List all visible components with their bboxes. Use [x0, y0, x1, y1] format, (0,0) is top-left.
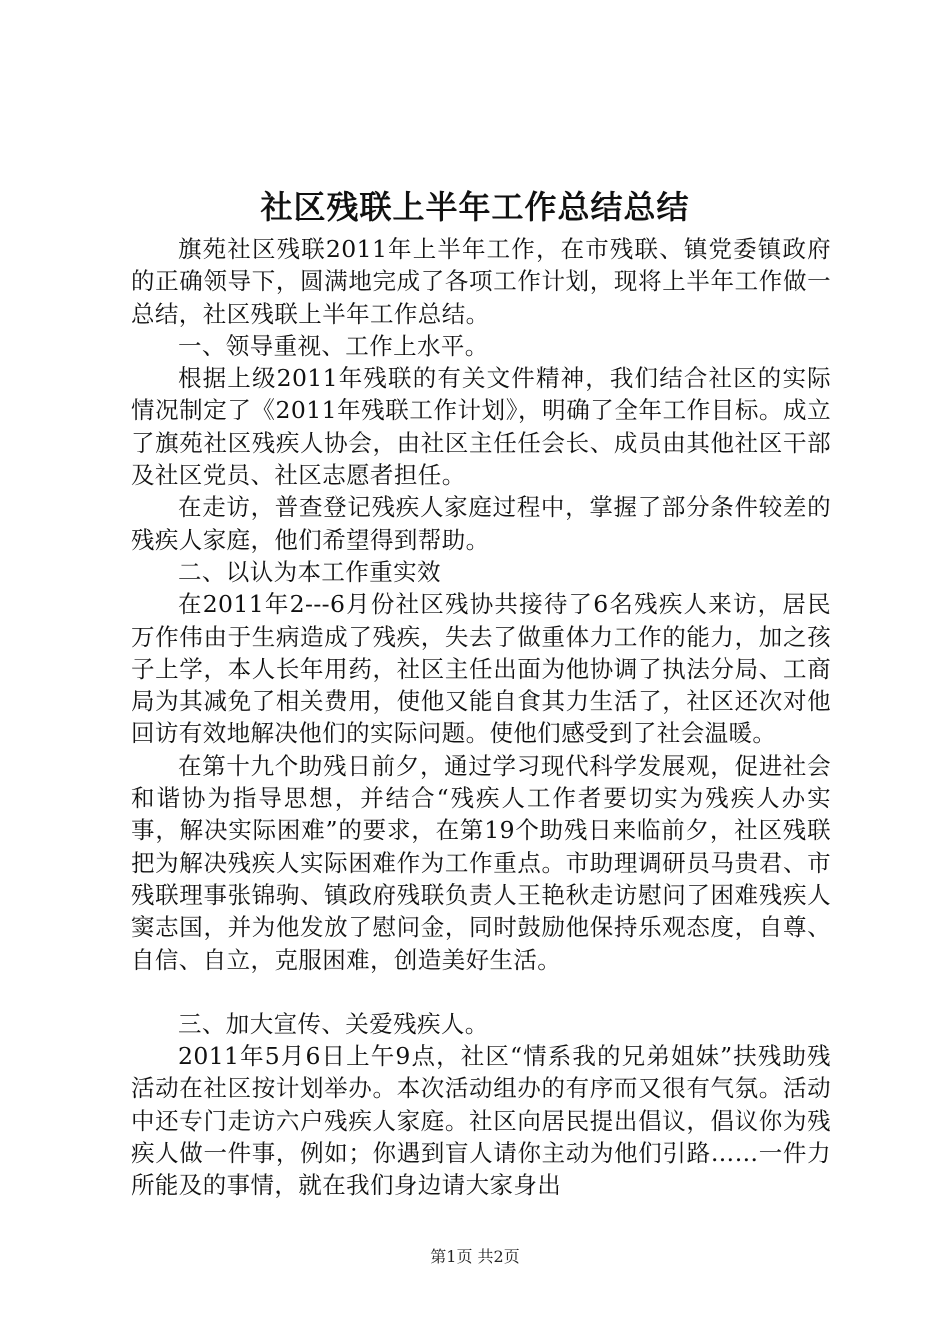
- document-title: 社区残联上半年工作总结总结: [260, 188, 690, 226]
- paragraph-intro: 旗苑社区残联2011年上半年工作，在市残联、镇党委镇政府的正确领导下，圆满地完成了各项工作计划，现将上半年工作做一总结，社区残联上半年工作总结。: [131, 235, 831, 328]
- paragraph-visit: 在走访，普查登记残疾人家庭过程中，掌握了部分条件较差的残疾人家庭，他们希望得到帮助。: [131, 493, 831, 554]
- paragraph-disability-day: 在第十九个助残日前夕，通过学习现代科学发展观，促进社会和谐协为指导思想，并结合“残疾人工作者要切实为残疾人办实事，解决实际困难”的要求，在第19个助残日来临前夕，社区残联把为解决残疾人实际困难作为工作重点。市助理调研员马贵君、市残联理事张锦驹、镇政府残联负责人王艳秋走访慰问了困难残疾人窦志国，并为他发放了慰问金，同时鼓励他保持乐观态度，自尊、自信、自立，克服困难，创造美好生活。: [131, 751, 831, 974]
- paragraph-section-3: 2011年5月6日上午9点，社区“情系我的兄弟姐妹”扶残助残活动在社区按计划举办。本次活动组办的有序而又很有气氛。活动中还专门走访六户残疾人家庭。社区向居民提出倡议，倡议你为残疾人做一件事，例如；你遇到盲人请你主动为他们引路……一件力所能及的事情，就在我们身边请大家身出: [131, 1042, 831, 1200]
- section-heading-3: 三、加大宣传、关爱残疾人。: [178, 1009, 489, 1038]
- paragraph-spacer: [131, 976, 831, 1008]
- paragraph-section-1: 根据上级2011年残联的有关文件精神，我们结合社区的实际情况制定了《2011年残联工作计划》，明确了全年工作目标。成立了旗苑社区残疾人协会，由社区主任任会长、成员由其他社区干部及社区党员、社区志愿者担任。: [131, 364, 831, 490]
- section-heading-1: 一、领导重视、工作上水平。: [178, 331, 489, 360]
- document-body: [131, 233, 831, 1202]
- paragraph-section-2: 在2011年2---6月份社区残协共接待了6名残疾人来访，居民万作伟由于生病造成了残疾，失去了做重体力工作的能力，加之孩子上学，本人长年用药，社区主任出面为他协调了执法分局、工商局为其减免了相关费用，使他又能自食其力生活了，社区还次对他回访有效地解决他们的实际问题。使他们感受到了社会温暖。: [131, 590, 831, 748]
- page-footer: 第1页 共2页: [430, 1247, 520, 1266]
- section-heading-2: 二、以认为本工作重实效: [178, 557, 441, 586]
